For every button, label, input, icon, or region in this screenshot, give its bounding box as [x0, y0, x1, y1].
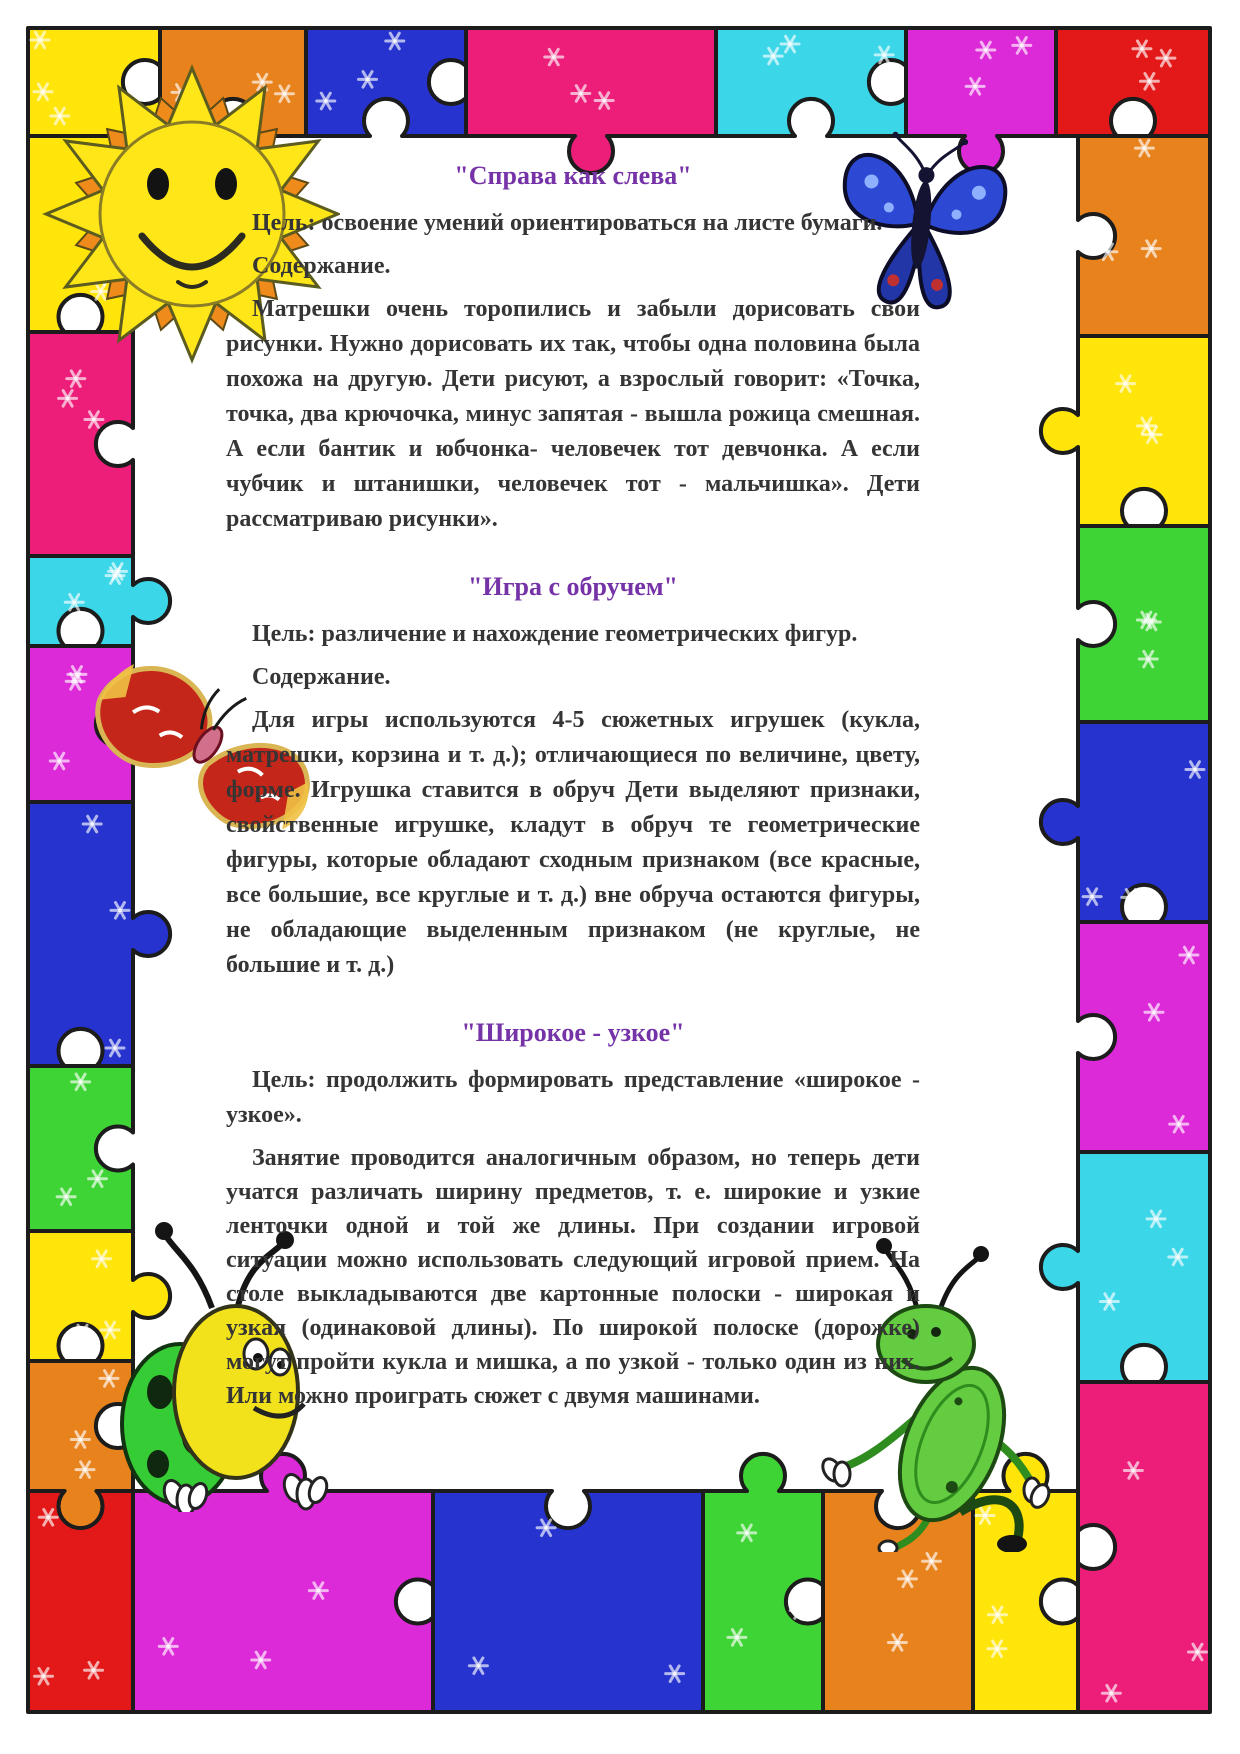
section-title: "Справа как слева": [454, 161, 692, 190]
body-text: Для игры используются 4-5 сюжетных игрушек (кукла, матрешки, корзина и т. д.); отличающиеся по величине, цвету, форме. Игрушка ставится в обруч Дети выделяют признаки, свойственные игрушке, кладут в обруч те геометрические фигуры, которые обладают сходным признаком (все красные, все большие, все круглые и т. д.) вне обруча остаются фигуры, не обладающие выделенным признаком (не круглые, не большие и т. д.): [226, 707, 920, 978]
content-label: Содержание.: [252, 664, 391, 690]
section-title: "Игра с обручем": [468, 572, 678, 601]
section-sprava-kak-sleva: [226, 156, 920, 537]
goal-text: Цель: продолжить формировать представление «широкое - узкое».: [226, 1067, 920, 1128]
body-text: Занятие проводится аналогичным образом, но теперь дети учатся различать ширину предметов, т. е. широкие и узкие ленточки одной и той же длины. При создании игровой ситуации можно использовать следующий игровой прием. На столе выкладываются две картонные полоски - широкая и узкая (одинаковой длины). По широкой полоске (дорожке) могут пройти кукла и мишка, а по узкой - только один из них. Или можно проиграть сюжет с двумя машинами.: [226, 1145, 920, 1409]
section-shirokoe-uzkoe: [226, 1013, 920, 1413]
section-title: "Широкое - узкое": [461, 1018, 685, 1047]
body-text: Матрешки очень торопились и забыли дорисовать свои рисунки. Нужно дорисовать их так, чтобы одна половина была похожа на другую. Дети рисуют, а взрослый говорит: «Точка, точка, два крючочка, минус запятая - вышла рожица смешная. А если бантик и юбчонка- человечек тот девчонка. А если чубчик и штанишки, человечек тот - мальчишка». Дети рассматриваю рисунки».: [226, 296, 920, 532]
goal-text: Цель: освоение умений ориентироваться на листе бумаги.: [252, 210, 883, 236]
content-area: [226, 156, 920, 1413]
goal-text: Цель: различение и нахождение геометрических фигур.: [252, 621, 858, 647]
content-label: Содержание.: [252, 253, 391, 279]
section-igra-s-obruchem: [226, 567, 920, 983]
